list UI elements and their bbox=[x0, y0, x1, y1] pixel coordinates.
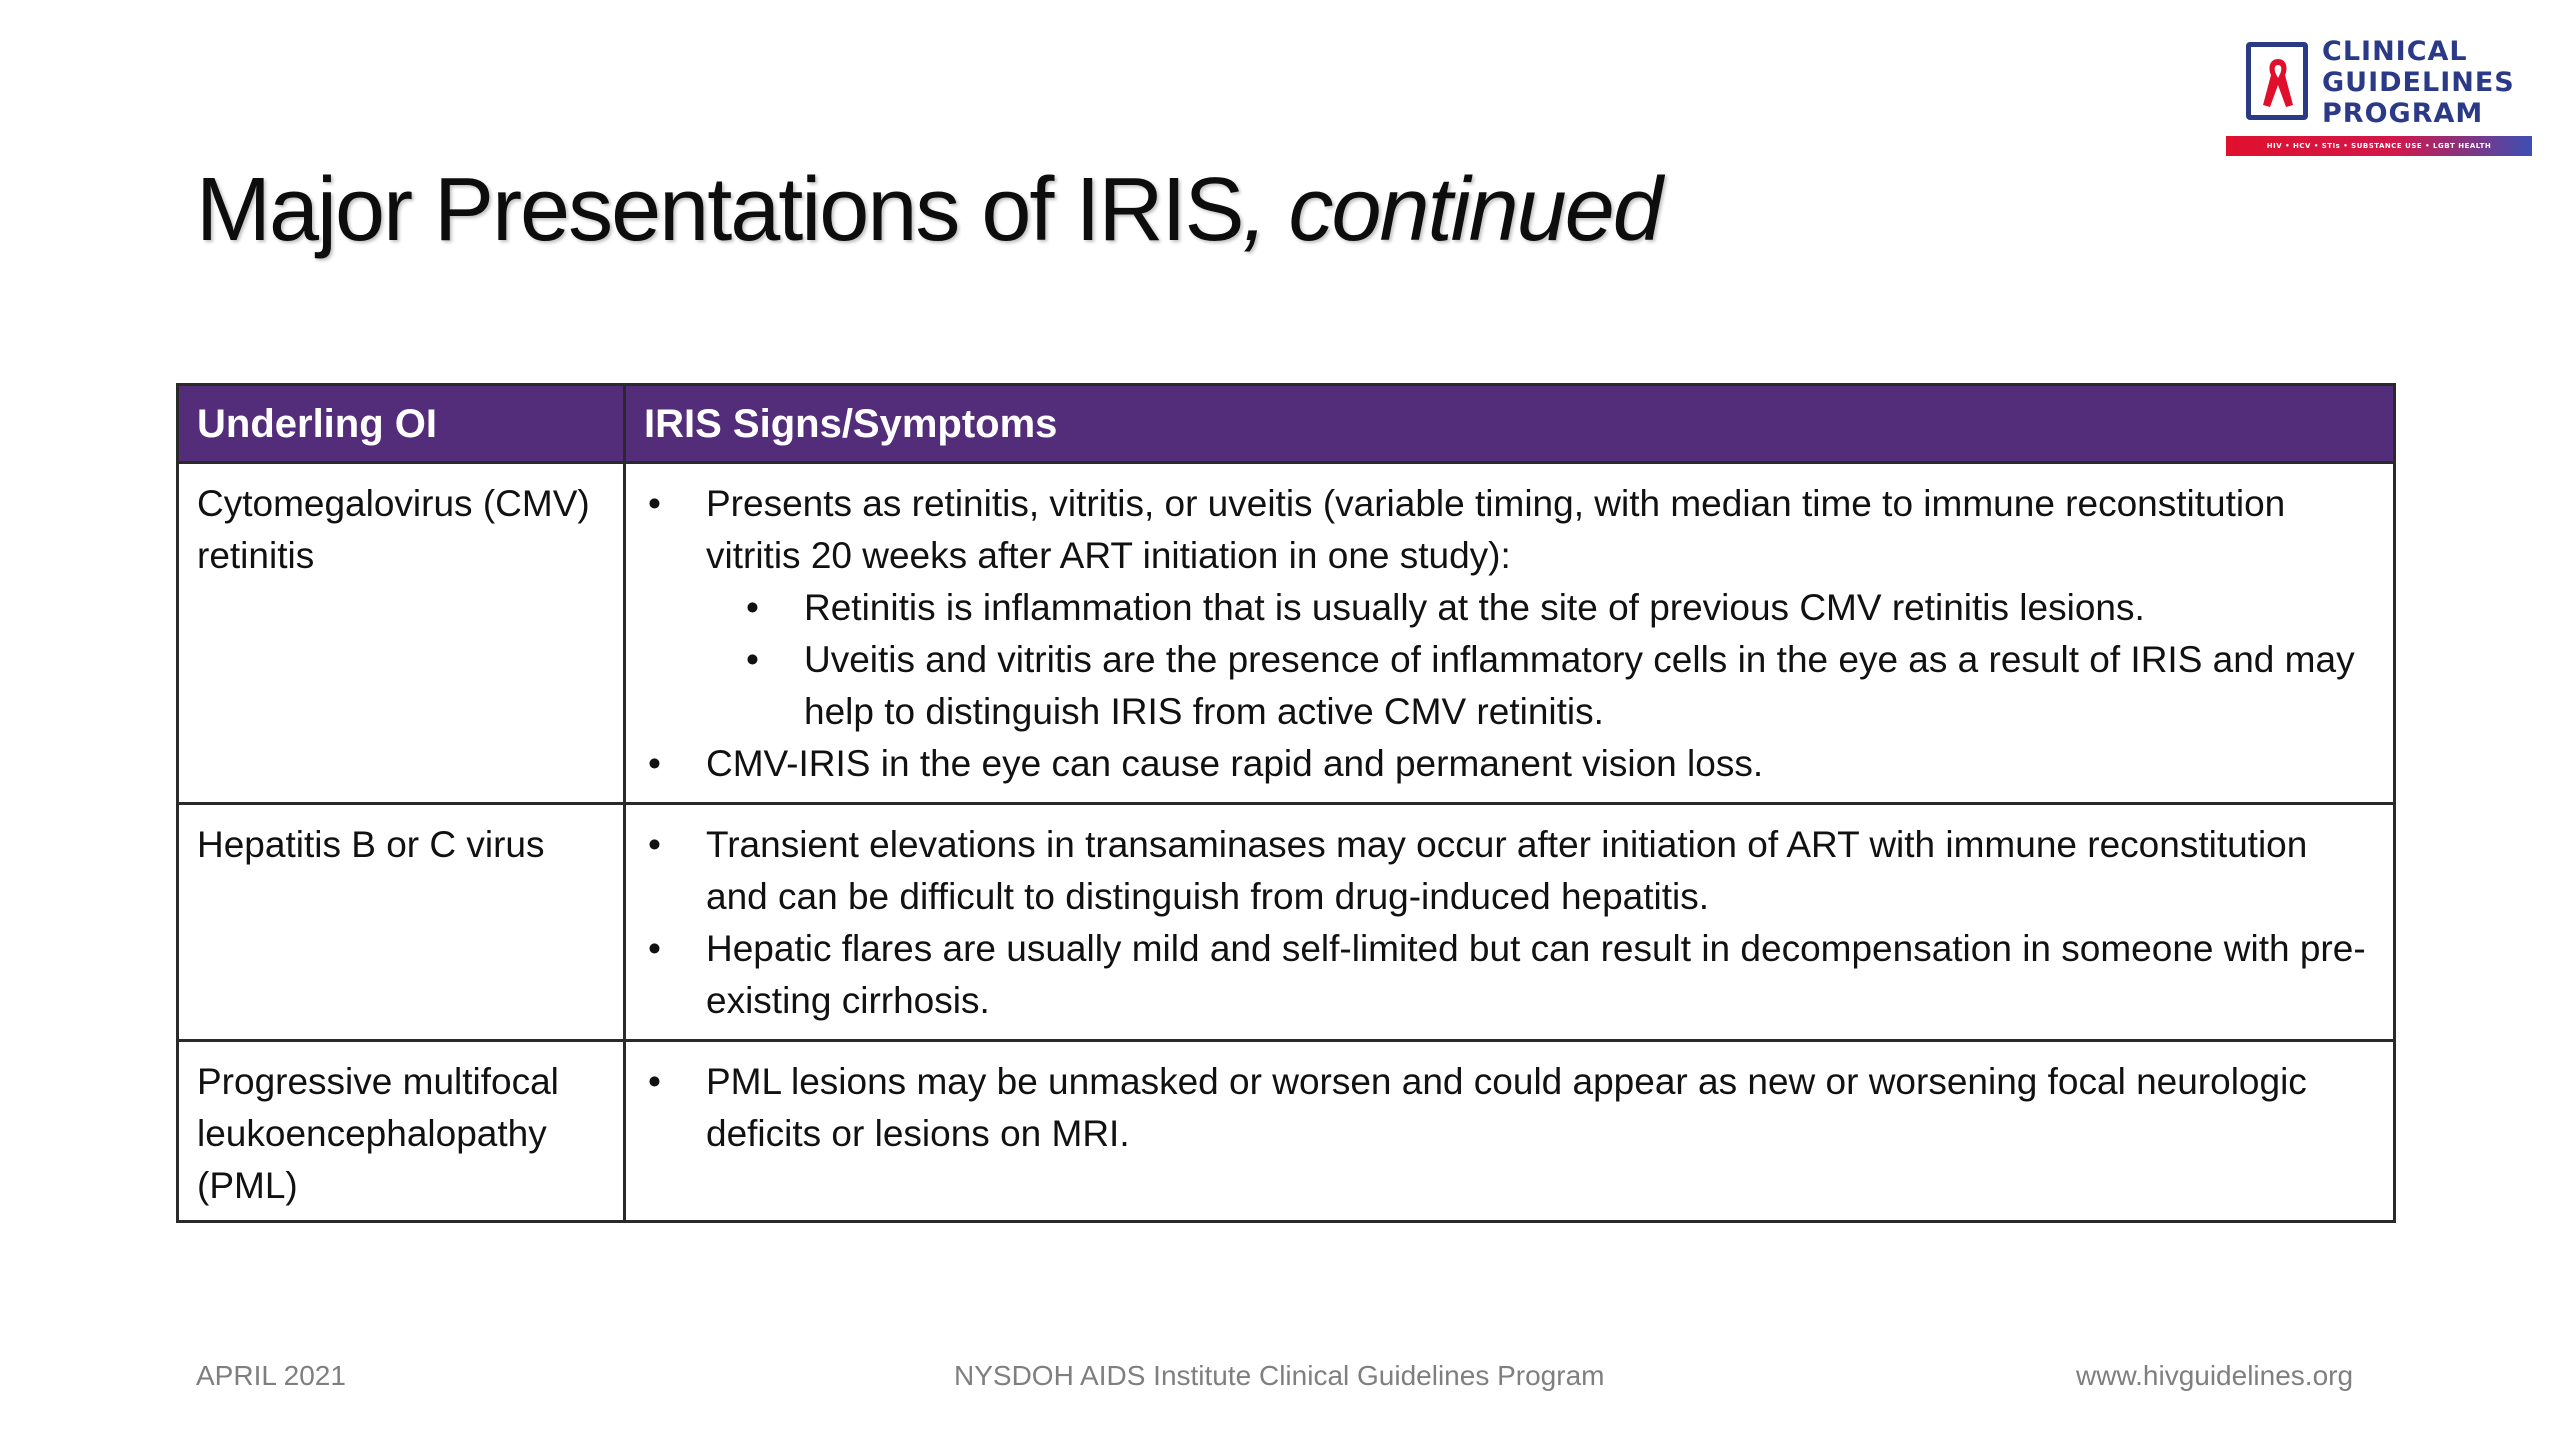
list-item: • Transient elevations in transaminases may occur after initiation of ART with immune reconstitution and can be difficult to distinguish from drug-induced hepatitis. bbox=[644, 819, 2375, 923]
footer-date: APRIL 2021 bbox=[196, 1360, 346, 1391]
sub-bullet-list bbox=[706, 582, 2375, 738]
header-iris-signs: IRIS Signs/Symptoms bbox=[625, 385, 2395, 463]
title-suffix: , continued bbox=[1242, 160, 1661, 260]
symptoms-cell bbox=[625, 804, 2395, 1041]
table-row bbox=[178, 463, 2395, 804]
oi-cell: Progressive multifocal leukoencephalopathy (PML) bbox=[178, 1041, 625, 1222]
footer-url[interactable]: www.hivguidelines.org bbox=[2076, 1360, 2354, 1391]
logo-tagline: HIV • HCV • STIs • SUBSTANCE USE • LGBT HEALTH bbox=[2226, 136, 2532, 156]
bullet-list bbox=[644, 819, 2375, 1027]
list-item: • PML lesions may be unmasked or worsen and could appear as new or worsening focal neurologic deficits or lesions on MRI. bbox=[644, 1056, 2375, 1160]
logo-wordmark bbox=[2322, 36, 2515, 129]
clinical-guidelines-logo bbox=[2226, 36, 2532, 162]
oi-cell: Hepatitis B or C virus bbox=[178, 804, 625, 1041]
title-main: Major Presentations of IRIS bbox=[196, 160, 1243, 260]
bullet-list bbox=[644, 1056, 2375, 1160]
bullet-list bbox=[644, 478, 2375, 790]
bullet-text: Presents as retinitis, vitritis, or uveitis (variable timing, with median time to immune reconstitution vitritis 20 weeks after ART initiation in one study): bbox=[706, 483, 2286, 576]
table-row bbox=[178, 804, 2395, 1041]
list-item bbox=[644, 478, 2375, 738]
symptoms-cell bbox=[625, 1041, 2395, 1222]
table-row bbox=[178, 1041, 2395, 1222]
logo-line-1: CLINICAL bbox=[2322, 36, 2468, 67]
footer-organization: NYSDOH AIDS Institute Clinical Guidelines Program bbox=[954, 1360, 1605, 1391]
table-header-row bbox=[178, 385, 2395, 463]
sub-list-item: • Retinitis is inflammation that is usually at the site of previous CMV retinitis lesions. bbox=[742, 582, 2375, 634]
list-item: • CMV-IRIS in the eye can cause rapid and permanent vision loss. bbox=[644, 738, 2375, 790]
oi-cell: Cytomegalovirus (CMV) retinitis bbox=[178, 463, 625, 804]
logo-line-2: GUIDELINES bbox=[2322, 67, 2515, 98]
red-ribbon-icon bbox=[2259, 55, 2297, 111]
slide-title bbox=[196, 150, 1661, 270]
symptoms-cell bbox=[625, 463, 2395, 804]
sub-list-item: • Uveitis and vitritis are the presence of inflammatory cells in the eye as a result of IRIS and may help to distinguish IRIS from active CMV retinitis. bbox=[742, 634, 2375, 738]
list-item: • Hepatic flares are usually mild and self-limited but can result in decompensation in someone with pre-existing cirrhosis. bbox=[644, 923, 2375, 1027]
header-underlying-oi: Underling OI bbox=[178, 385, 625, 463]
iris-table bbox=[176, 383, 2396, 1223]
logo-line-3: PROGRAM bbox=[2322, 98, 2484, 129]
logo-emblem bbox=[2246, 42, 2308, 120]
